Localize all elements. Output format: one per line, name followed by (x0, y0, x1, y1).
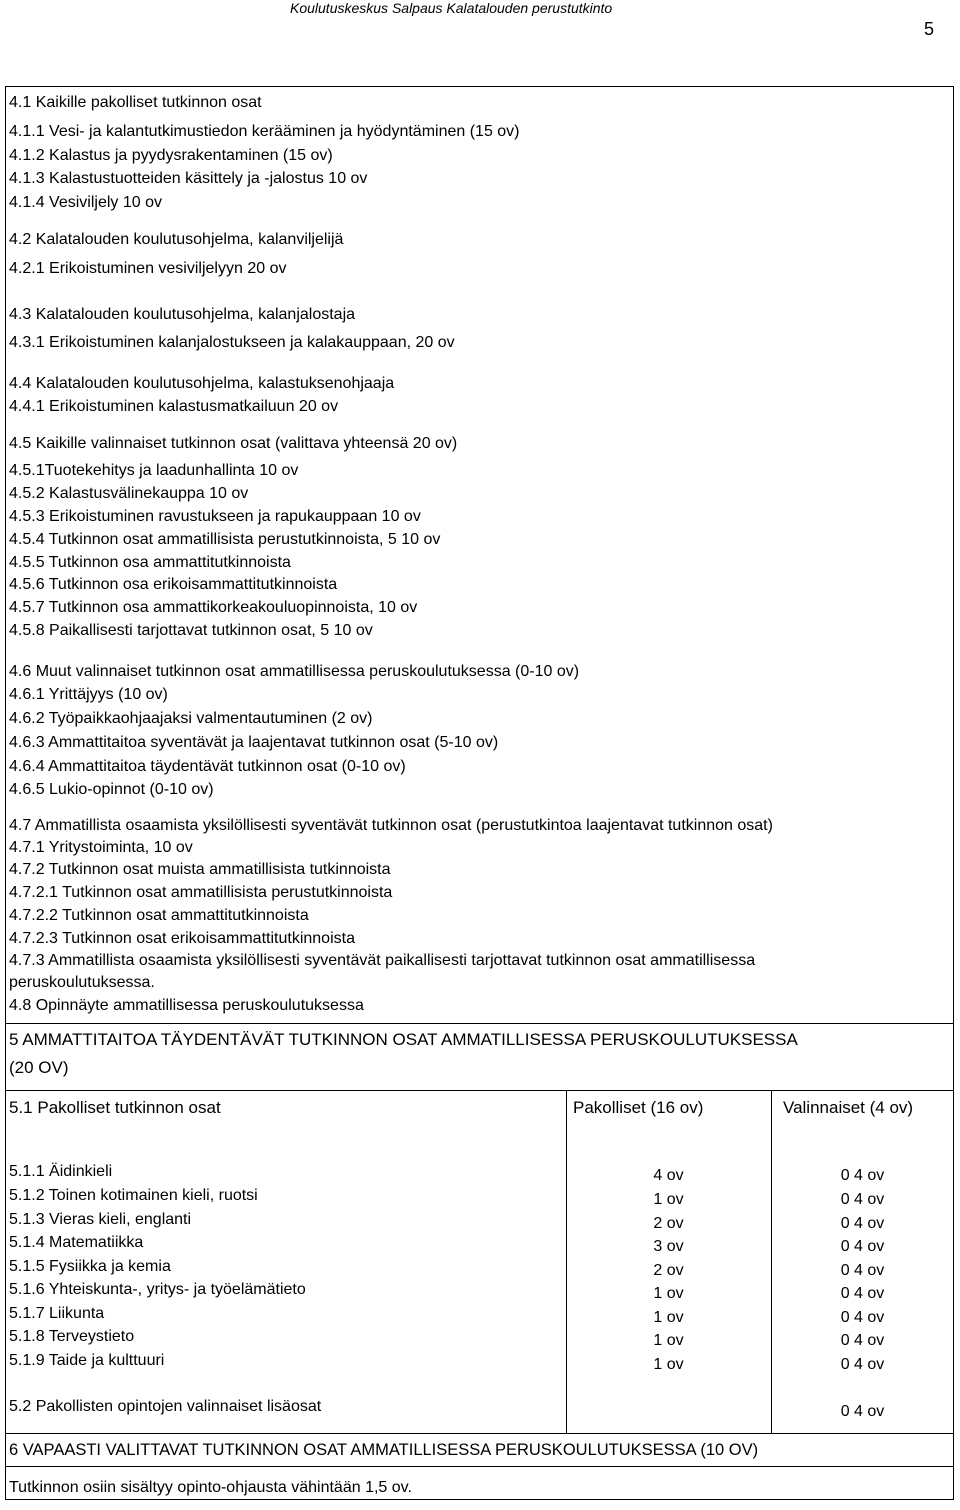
row-mandatory: 1 ov (653, 1309, 684, 1326)
section-divider-footer (5, 1466, 954, 1467)
row-optional: 0 4 ov (840, 1332, 885, 1349)
list-item: 4.1.1 Vesi- ja kalantutkimustiedon kerääminen ja hyödyntäminen (15 ov) (9, 123, 520, 140)
row-mandatory: 1 ov (653, 1191, 684, 1208)
row-optional: 0 4 ov (840, 1191, 885, 1208)
row-subject: 5.1.9 Taide ja kulttuuri (9, 1352, 165, 1369)
footer-note: Tutkinnon osiin sisältyy opinto-ohjausta vähintään 1,5 ov. (9, 1479, 412, 1496)
list-item: 4.7.3 Ammatillista osaamista yksilöllisesti syventävät paikallisesti tarjottavat tutkinnon osat ammatillisessa (9, 952, 756, 969)
table-header-subject: 5.1 Pakolliset tutkinnon osat (9, 1098, 221, 1117)
table-header-optional: Valinnaiset (4 ov) (783, 1098, 914, 1117)
running-header-title: Koulutuskeskus Salpaus Kalatalouden perustutkinto (290, 0, 613, 16)
row-mandatory: 1 ov (653, 1285, 684, 1302)
page-number: 5 (924, 19, 935, 39)
list-item: 4.3.1 Erikoistuminen kalanjalostukseen ja kalakauppaan, 20 ov (9, 334, 455, 351)
row-optional: 0 4 ov (840, 1403, 885, 1420)
row-mandatory: 2 ov (653, 1215, 684, 1232)
section-6-heading: 6 VAPAASTI VALITTAVAT TUTKINNON OSAT AMMATILLISESSA PERUSKOULUTUKSESSA (10 OV) (9, 1441, 759, 1459)
section-4-2-title: 4.2 Kalatalouden koulutusohjelma, kalanviljelijä (9, 231, 344, 248)
section-4-7-title: 4.7 Ammatillista osaamista yksilöllisesti syventävät tutkinnon osat (perustutkintoa laajentavat tutkinnon osat) (9, 817, 773, 834)
section-4-8-title: 4.8 Opinnäyte ammatillisessa peruskoulutuksessa (9, 997, 364, 1014)
list-item: 4.6.4 Ammattitaitoa täydentävät tutkinnon osat (0-10 ov) (9, 758, 406, 775)
list-item: 4.4.1 Erikoistuminen kalastusmatkailuun 20 ov (9, 398, 339, 415)
section-divider-5-1 (5, 1090, 954, 1091)
row-optional: 0 4 ov (840, 1167, 885, 1184)
list-item: 4.5.8 Paikallisesti tarjottavat tutkinnon osat, 5 10 ov (9, 622, 373, 639)
list-item: 4.7.1 Yritystoiminta, 10 ov (9, 839, 193, 856)
row-optional: 0 4 ov (840, 1285, 885, 1302)
list-item: 4.5.7 Tutkinnon osa ammattikorkeakouluopinnoista, 10 ov (9, 599, 418, 616)
list-item: 4.7.2.3 Tutkinnon osat erikoisammattitutkinnoista (9, 930, 355, 947)
row-optional: 0 4 ov (840, 1262, 885, 1279)
list-item: 4.1.2 Kalastus ja pyydysrakentaminen (15 ov) (9, 147, 333, 164)
row-mandatory: 3 ov (653, 1238, 684, 1255)
list-item: 4.1.4 Vesiviljely 10 ov (9, 194, 162, 211)
row-subject: 5.1.3 Vieras kieli, englanti (9, 1211, 192, 1228)
row-mandatory: 1 ov (653, 1332, 684, 1349)
row-optional: 0 4 ov (840, 1238, 885, 1255)
section-4-1-title: 4.1 Kaikille pakolliset tutkinnon osat (9, 94, 262, 111)
row-subject: 5.1.5 Fysiikka ja kemia (9, 1258, 171, 1275)
row-subject: 5.1.6 Yhteiskunta-, yritys- ja työelämätieto (9, 1281, 306, 1298)
section-4-4-title: 4.4 Kalatalouden koulutusohjelma, kalastuksenohjaaja (9, 375, 395, 392)
list-item: 4.5.4 Tutkinnon osat ammatillisista perustutkinnoista, 5 10 ov (9, 531, 441, 548)
row-mandatory: 2 ov (653, 1262, 684, 1279)
row-optional: 0 4 ov (840, 1215, 885, 1232)
list-item: 4.6.2 Työpaikkaohjaajaksi valmentautuminen (2 ov) (9, 710, 373, 727)
list-item: 4.6.1 Yrittäjyys (10 ov) (9, 686, 168, 703)
list-item: 4.5.2 Kalastusvälinekauppa 10 ov (9, 485, 249, 502)
list-item: 4.7.2.1 Tutkinnon osat ammatillisista perustutkinnoista (9, 884, 393, 901)
section-divider-6 (5, 1433, 954, 1434)
row-optional: 0 4 ov (840, 1309, 885, 1326)
list-item: 4.5.6 Tutkinnon osa erikoisammattitutkinnoista (9, 576, 338, 593)
list-item: 4.1.3 Kalastustuotteiden käsittely ja -jalostus 10 ov (9, 170, 368, 187)
list-item: 4.5.1Tuotekehitys ja laadunhallinta 10 ov (9, 462, 299, 479)
list-item: 4.6.3 Ammattitaitoa syventävät ja laajentavat tutkinnon osat (5-10 ov) (9, 734, 499, 751)
list-item: 4.5.5 Tutkinnon osa ammattitutkinnoista (9, 554, 291, 571)
row-subject: 5.1.8 Terveystieto (9, 1328, 135, 1345)
row-subject: 5.1.7 Liikunta (9, 1305, 105, 1322)
list-item: 4.5.3 Erikoistuminen ravustukseen ja rapukauppaan 10 ov (9, 508, 421, 525)
list-item: 4.2.1 Erikoistuminen vesiviljelyyn 20 ov (9, 260, 287, 277)
section-4-6-title: 4.6 Muut valinnaiset tutkinnon osat ammatillisessa peruskoulutuksessa (0-10 ov) (9, 663, 580, 680)
table-header-mandatory: Pakolliset (16 ov) (573, 1098, 704, 1117)
row-subject: 5.1.4 Matematiikka (9, 1234, 144, 1251)
row-subject: 5.1.1 Äidinkieli (9, 1163, 113, 1180)
row-subject: 5.1.2 Toinen kotimainen kieli, ruotsi (9, 1187, 258, 1204)
row-subject: 5.2 Pakollisten opintojen valinnaiset lisäosat (9, 1398, 322, 1415)
list-item: 4.7.2.2 Tutkinnon osat ammattitutkinnoista (9, 907, 309, 924)
row-optional: 0 4 ov (840, 1356, 885, 1373)
row-mandatory: 1 ov (653, 1356, 684, 1373)
list-item: 4.7.2 Tutkinnon osat muista ammatillisista tutkinnoista (9, 861, 391, 878)
section-4-5-title: 4.5 Kaikille valinnaiset tutkinnon osat (valittava yhteensä 20 ov) (9, 435, 458, 452)
list-item: peruskoulutuksessa. (9, 974, 155, 991)
section-4-3-title: 4.3 Kalatalouden koulutusohjelma, kalanjalostaja (9, 306, 356, 323)
section-5-heading-line2: (20 OV) (9, 1058, 69, 1077)
section-divider-5 (5, 1023, 954, 1024)
list-item: 4.6.5 Lukio-opinnot (0-10 ov) (9, 781, 214, 798)
section-5-heading-line1: 5 AMMATTITAITOA TÄYDENTÄVÄT TUTKINNON OSAT AMMATILLISESSA PERUSKOULUTUKSESSA (9, 1030, 798, 1049)
row-mandatory: 4 ov (653, 1167, 684, 1184)
